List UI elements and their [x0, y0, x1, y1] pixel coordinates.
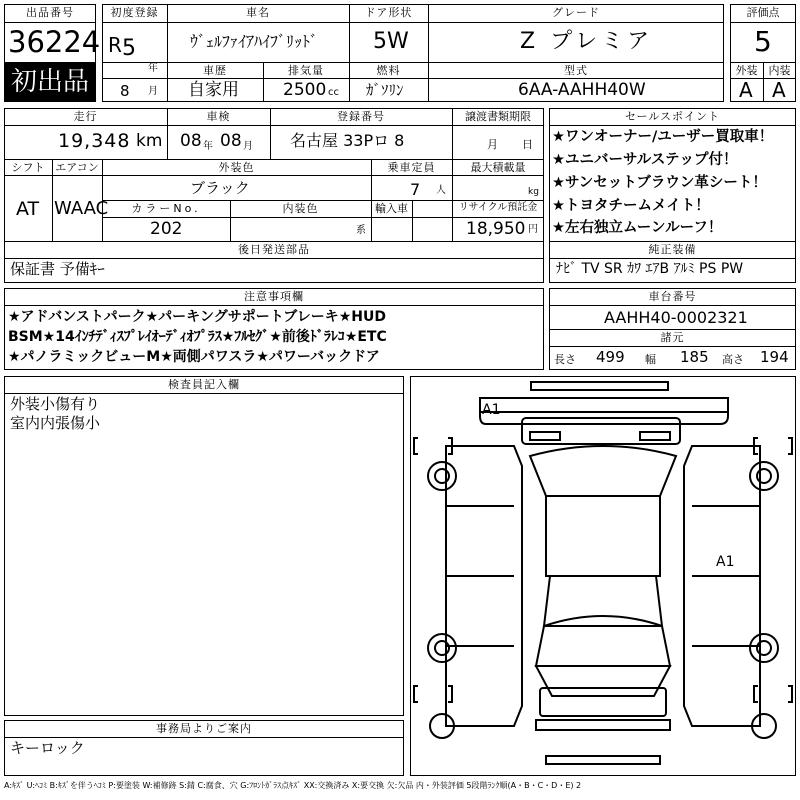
history-label: 車歴 [203, 64, 227, 77]
first-reg-label: 初度登録 [110, 6, 159, 19]
recycle-label: リサイクル預託金 [458, 202, 538, 213]
height: 194 [760, 348, 789, 366]
notes-line-1: ★アドバンストパーク★パーキングサポートブレーキ★HUD [8, 309, 386, 325]
model: 6AA-AAHH40W [518, 80, 646, 100]
interior-color-unit: 系 [356, 225, 366, 236]
sales-label: セールスポイント [624, 110, 720, 123]
history: 自家用 [188, 80, 239, 100]
lot-label: 出品番号 [26, 6, 74, 19]
legend: A:ｷｽﾞ U:ﾍｺﾐ B:ｷｽﾞを伴うﾍｺﾐ P:要塗装 W:補修跡 S:錆 C:腐食、穴 G:ﾌﾛﾝﾄｶﾞﾗｽ点ｷｽﾞ XX:交換済み X:要交換 欠:欠品 内・外装評価 5段階ﾗﾝｸ順(A・B・C・D・E) 2 [4, 781, 582, 790]
office-label: 事務局よりご案内 [156, 722, 252, 735]
load-unit: kg [528, 187, 539, 197]
parts: 保証書 予備ｷｰ [10, 260, 105, 278]
capacity: 7 [410, 180, 421, 199]
grade-label: グレード [552, 6, 600, 19]
inspection-month-unit: 月 [243, 141, 253, 152]
mileage-label: 走行 [73, 110, 98, 123]
inspector-line-1: 外装小傷有り [10, 395, 101, 413]
sales-point-4: ★トヨタチームメイト！ [552, 198, 710, 214]
exterior-grade: A [739, 78, 753, 102]
mileage: 19,348 [58, 130, 131, 152]
month-unit: 月 [148, 86, 158, 97]
recycle-fee: 18,950 [466, 219, 526, 239]
interior-color-label: 内装色 [282, 202, 319, 215]
width: 185 [680, 348, 709, 366]
recycle-unit: 円 [528, 224, 538, 235]
height-label: 高さ [722, 353, 744, 366]
equipment: ﾅﾋﾞ TV SR ｶﾜ ｴｱB ｱﾙﾐ PS PW [556, 261, 744, 277]
model-label: 型式 [564, 64, 588, 77]
score: 5 [754, 25, 772, 58]
length-label: 長さ [554, 353, 576, 366]
color-number: 202 [150, 219, 183, 239]
capacity-label: 乗車定員 [387, 161, 436, 174]
damage-mark-right: A1 [716, 554, 735, 570]
displacement-unit: cc [328, 87, 339, 98]
era: R [108, 33, 122, 57]
inspection-year-unit: 年 [203, 141, 213, 152]
length: 499 [596, 348, 625, 366]
load-label: 最大積載量 [470, 161, 526, 174]
inspector-label: 検査員記入欄 [168, 378, 240, 391]
mileage-unit: km [136, 131, 163, 151]
dimensions-label: 諸元 [660, 331, 685, 344]
lot-number: 36224 [8, 25, 101, 59]
office-note: キーロック [10, 739, 85, 757]
score-label: 評価点 [746, 6, 780, 19]
chassis-label: 車台番号 [648, 290, 697, 303]
exterior-color: ブラック [190, 179, 250, 197]
color-no-label: カラーNo. [131, 202, 201, 215]
interior-grade: A [772, 78, 786, 102]
car-name: ｳﾞｪﾙﾌｧｲｱﾊｲﾌﾞﾘｯﾄﾞ [190, 32, 319, 51]
displacement: 2500 [283, 80, 327, 100]
plate-number: 名古屋 33Pロ 8 [290, 131, 405, 150]
exterior-label: 外装 [735, 64, 758, 77]
transfer-label: 譲渡書類期限 [465, 110, 531, 123]
damage-mark-roof: A1 [482, 402, 501, 418]
reg-year: 5 [122, 36, 136, 61]
air-conditioner: WAAC [54, 198, 109, 219]
sales-point-1: ★ワンオーナー/ユーザー買取車！ [552, 129, 774, 145]
fuel-label: 燃料 [376, 64, 401, 77]
fuel: ｶﾞｿﾘﾝ [366, 81, 404, 99]
import-label: 輸入車 [375, 202, 408, 215]
transfer-month-unit: 月 [487, 138, 498, 151]
width-label: 幅 [645, 353, 656, 366]
equipment-label: 純正装備 [648, 243, 697, 256]
notes-line-2: BSM★14ｲﾝﾁﾃﾞｨｽﾌﾟﾚｲｵｰﾃﾞｨｵﾌﾟﾗｽ★ﾌﾙｾｸﾞ★前後ﾄﾞﾗﾚｺ★ETC [8, 329, 387, 345]
inspection-month: 08 [220, 131, 242, 151]
chassis-number: AAHH40-0002321 [604, 308, 748, 327]
inspector-line-2: 室内内張傷小 [10, 414, 101, 432]
plate-label: 登録番号 [337, 110, 385, 123]
door-type: 5W [373, 29, 409, 54]
reg-month: 8 [120, 82, 130, 100]
sales-point-2: ★ユニバーサルステップ付！ [552, 152, 738, 168]
color-label: 外装色 [218, 161, 255, 174]
parts-label: 後日発送部品 [238, 243, 310, 256]
notes-label: 注意事項欄 [244, 290, 304, 303]
notes-line-3: ★パノラミックビューM★両側パワスラ★パワーバックドア [8, 349, 380, 365]
grade: Z プレミア [520, 29, 654, 54]
ac-label: エアコン [55, 161, 99, 174]
sales-point-3: ★サンセットブラウン革シート！ [552, 175, 767, 191]
interior-label: 内装 [768, 64, 791, 77]
inspection-label: 車検 [206, 110, 231, 123]
transfer-day-unit: 日 [522, 138, 533, 151]
sales-point-5: ★左右独立ムーンルーフ！ [552, 220, 723, 236]
year-unit: 年 [148, 63, 158, 74]
shift-label: シフト [11, 161, 45, 174]
car-name-label: 車名 [246, 6, 270, 19]
first-listing-badge: 初出品 [5, 63, 95, 101]
shift: AT [16, 198, 40, 220]
displacement-label: 排気量 [288, 64, 324, 77]
inspection-year: 08 [180, 131, 202, 151]
car-damage-diagram [410, 376, 796, 776]
door-label: ドア形状 [364, 6, 413, 19]
capacity-unit: 人 [436, 185, 446, 196]
